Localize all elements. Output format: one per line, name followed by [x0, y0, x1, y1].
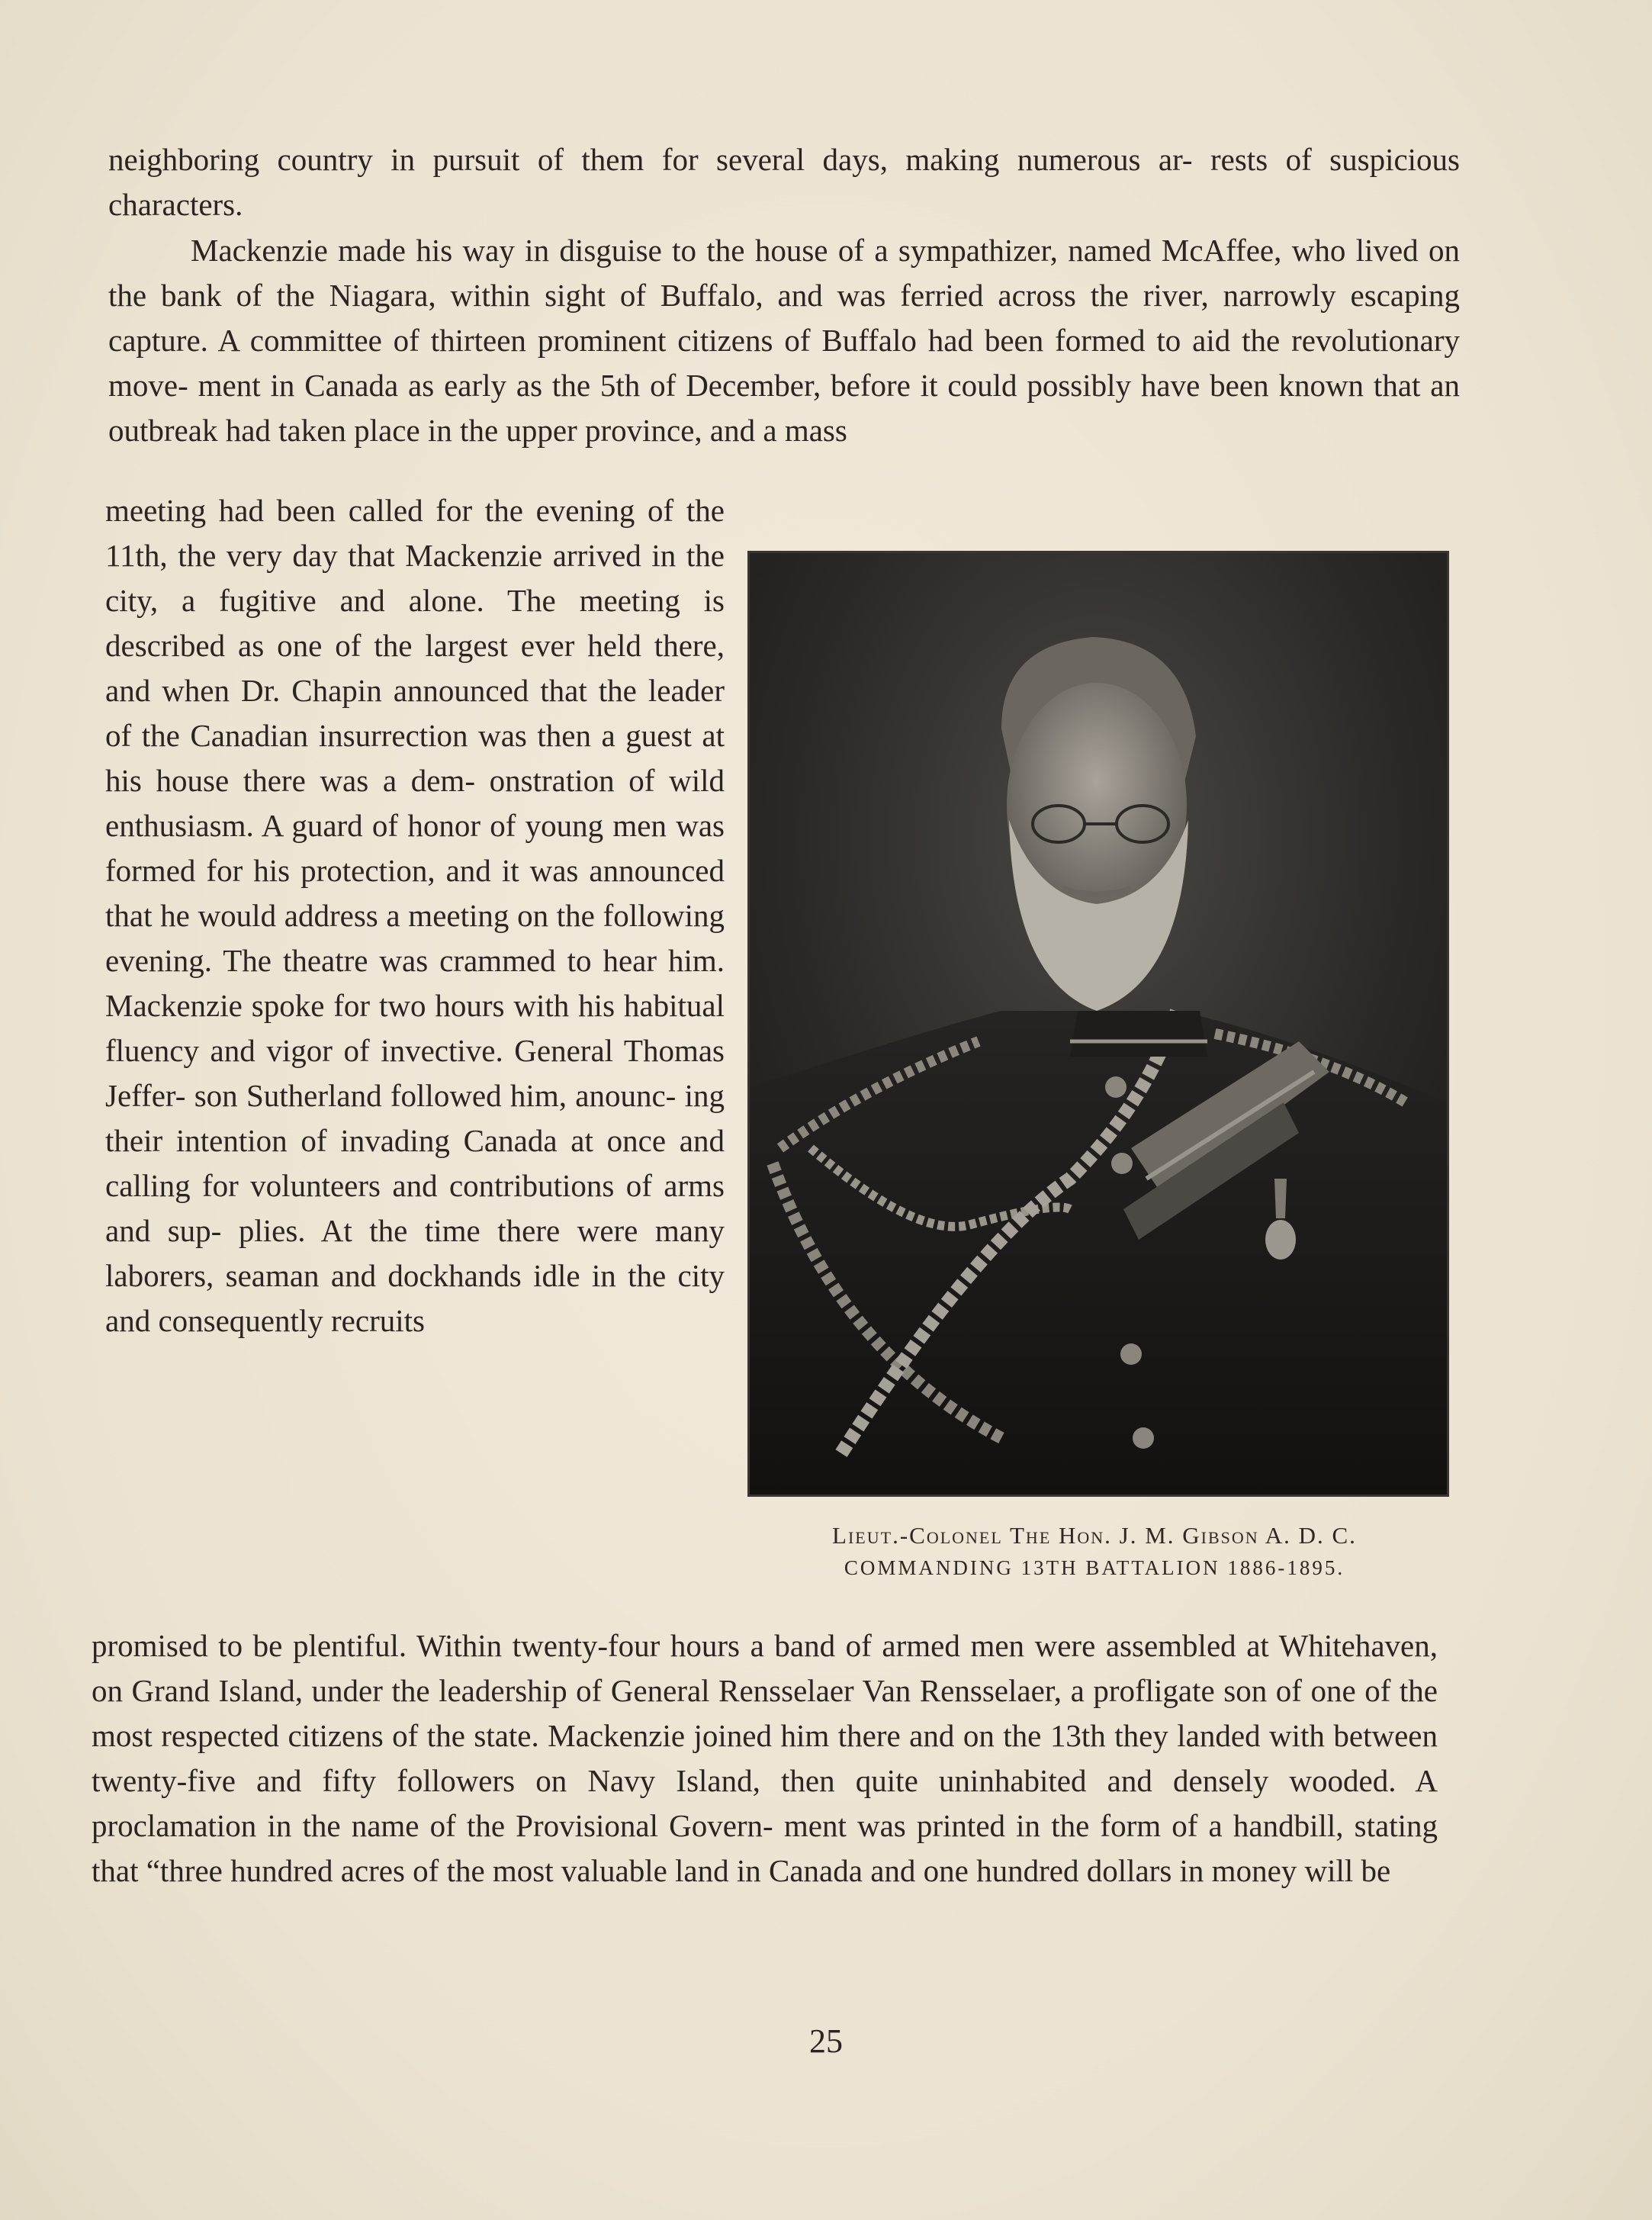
- paragraph-mackenzie-top: Mackenzie made his way in disguise to the house of a sympathizer, named McAffee, who lived on the bank of the Niagara, within sight of Buffalo, and was ferried across the river, narrowly escaping capture. A committee of thirteen prominent citizens of Buffalo had been formed to aid the revolutionary move- ment in Canada as early as the 5th of December, before it could possibly have been known that an outbreak had taken place in the upper province, and a mass: [108, 233, 1460, 448]
- portrait-photograph: [747, 551, 1449, 1497]
- paragraph-mackenzie-column: meeting had been called for the evening of the 11th, the very day that Mackenzie arrived in the city, a fugitive and alone. The meeting is described as one of the largest ever held there, and when Dr. Chapin announced that the leader of the Canadian insurrection was then a guest at his house there was a dem- onstration of wild enthusiasm. A guard of honor of young men was formed for his protection, and it was announced that he would address a meeting on the following evening. The theatre was crammed to hear him. Mackenzie spoke for two hours with his habitual fluency and vigor of invective. General Thomas Jeffer- son Sutherland followed him, anounc- ing their intention of invading Canada at once and calling for volunteers and contributions of arms and sup- plies. At the time there were many laborers, seaman and dockhands idle in the city and consequently recruits: [105, 493, 725, 1338]
- photo-caption-subtitle: COMMANDING 13TH BATTALION 1886-1895.: [844, 1556, 1345, 1579]
- paragraph-opening: neighboring country in pursuit of them for several days, making numerous ar- rests of suspicious characters.: [108, 142, 1460, 222]
- portrait-illustration: [750, 553, 1447, 1494]
- page-number: 25: [809, 2022, 843, 2060]
- photo-caption-title: Lieut.-Colonel The Hon. J. M. Gibson A. D. C.: [832, 1522, 1357, 1549]
- paragraph-mackenzie-bottom: promised to be plentiful. Within twenty-four hours a band of armed men were assembled at Whitehaven, on Grand Island, under the leadership of General Rensselaer Van Rensselaer, a profligate son of one of the most respected citizens of the state. Mackenzie joined him there and on the 13th they landed with between twenty-five and fifty followers on Navy Island, then quite uninhabited and densely wooded. A proclamation in the name of the Provisional Govern- ment was printed in the form of a handbill, stating that “three hundred acres of the most valuable land in Canada and one hundred dollars in money will be: [92, 1628, 1438, 1888]
